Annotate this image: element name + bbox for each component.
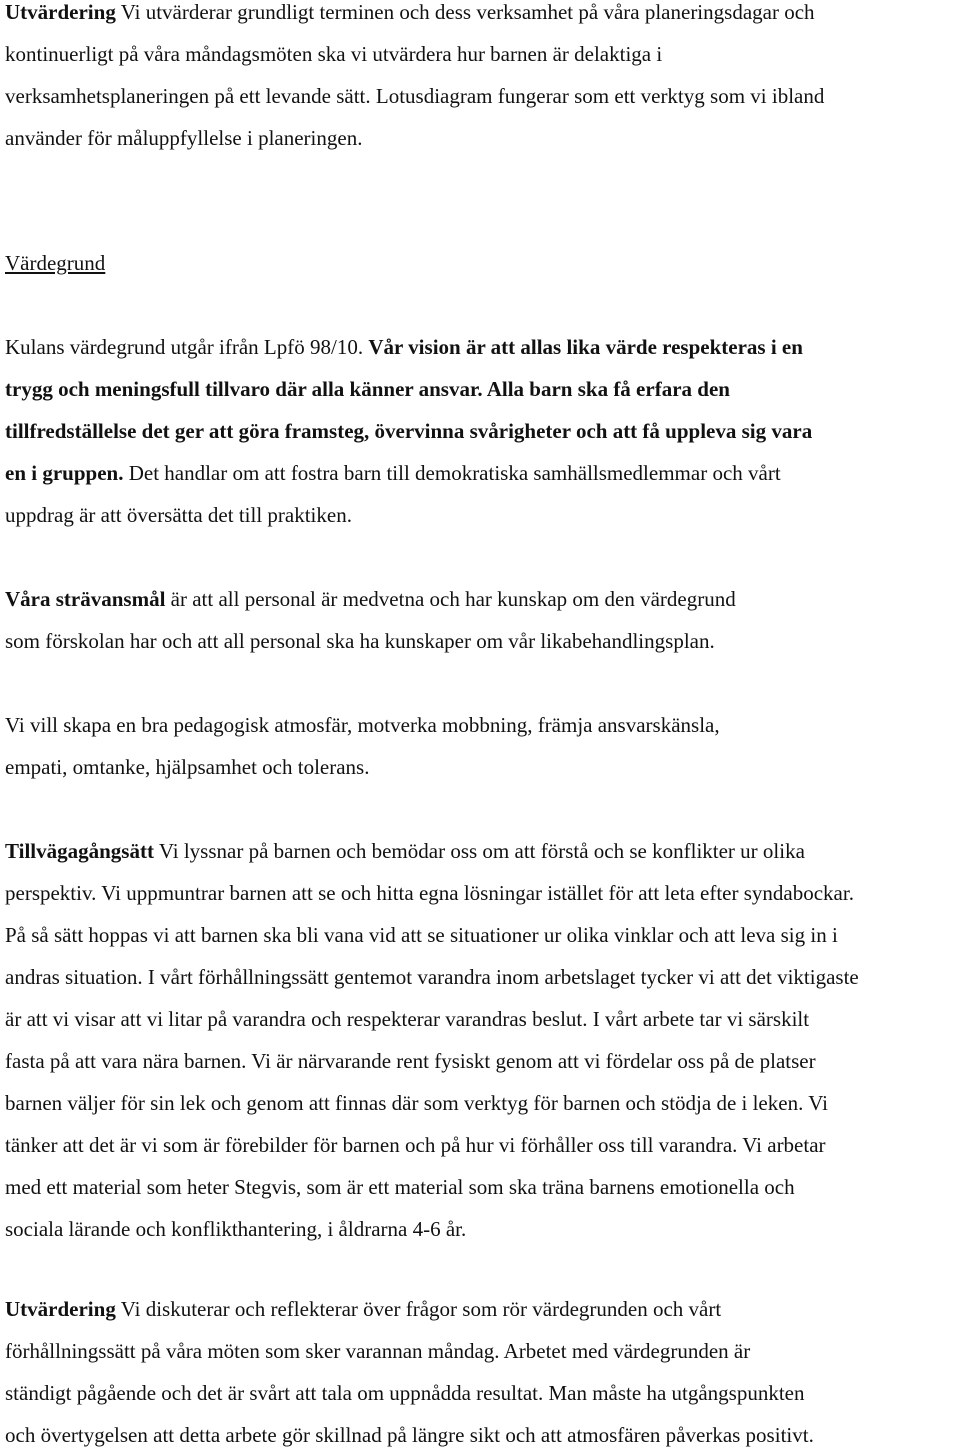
line <box>5 578 736 620</box>
text: Vi utvärderar grundligt terminen och dess verksamhet på våra planeringsdagar och <box>115 0 815 24</box>
evaluation-paragraph-2 <box>5 1288 814 1456</box>
line: perspektiv. Vi uppmuntrar barnen att se och hitta egna lösningar istället för att leta efter syndabockar. <box>5 881 854 905</box>
section-heading <box>5 242 105 284</box>
line <box>5 1288 814 1330</box>
values-paragraph <box>5 326 812 536</box>
line: tänker att det är vi som är förebilder för barnen och på hur vi förhåller oss till varandra. Vi arbetar <box>5 1133 826 1157</box>
heading-vardegrund: Värdegrund <box>5 251 106 275</box>
goals-lead: Våra strävansmål <box>5 587 166 611</box>
line: som förskolan har och att all personal ska ha kunskaper om vår likabehandlingsplan. <box>5 629 715 653</box>
line: Vi vill skapa en bra pedagogisk atmosfär, motverka mobbning, främja ansvarskänsla, <box>5 713 720 737</box>
line: med ett material som heter Stegvis, som är ett material som ska träna barnens emotionella och <box>5 1175 795 1199</box>
line: är att vi visar att vi litar på varandra och respekterar varandras beslut. I vårt arbete tar vi särskilt <box>5 1007 810 1031</box>
line: barnen väljer för sin lek och genom att finnas där som verktyg för barnen och stödja de i leken. Vi <box>5 1091 828 1115</box>
line: På så sätt hoppas vi att barnen ska bli vana vid att se situationer ur olika vinklar och att leva sig in i <box>5 923 838 947</box>
text: Kulans värdegrund utgår ifrån Lpfö 98/10. <box>5 335 369 359</box>
vision-text: en i gruppen. <box>5 461 124 485</box>
line: sociala lärande och konflikthantering, i åldrarna 4-6 år. <box>5 1217 467 1241</box>
vision-text: Vår vision är att allas lika värde respekteras i en <box>368 335 803 359</box>
evaluation-lead: Utvärdering <box>5 0 116 24</box>
line: tillfredställelse det ger att göra framsteg, övervinna svårigheter och att få uppleva sig vara <box>5 419 813 443</box>
text: Det handlar om att fostra barn till demokratiska samhällsmedlemmar och vårt <box>123 461 781 485</box>
line: kontinuerligt på våra måndagsmöten ska vi utvärdera hur barnen är delaktiga i <box>5 42 663 66</box>
line: fasta på att vara nära barnen. Vi är närvarande rent fysiskt genom att vi fördelar oss på de platser <box>5 1049 816 1073</box>
evaluation-paragraph-1 <box>5 0 824 159</box>
line: ständigt pågående och det är svårt att tala om uppnådda resultat. Man måste ha utgångspunkten <box>5 1381 805 1405</box>
line <box>5 0 824 33</box>
line: empati, omtanke, hjälpsamhet och tolerans. <box>5 755 370 779</box>
evaluation-lead: Utvärdering <box>5 1297 116 1321</box>
line: verksamhetsplaneringen på ett levande sätt. Lotusdiagram fungerar som ett verktyg som vi ibland <box>5 84 825 108</box>
text: är att all personal är medvetna och har kunskap om den värdegrund <box>165 587 736 611</box>
line <box>5 326 812 368</box>
line <box>5 830 859 872</box>
line: och övertygelsen att detta arbete gör skillnad på längre sikt och att atmosfären påverkas positivt. <box>5 1423 814 1447</box>
line: uppdrag är att översätta det till praktiken. <box>5 503 352 527</box>
approach-lead: Tillvägagångsätt <box>5 839 154 863</box>
line <box>5 452 812 494</box>
approach-paragraph <box>5 830 859 1250</box>
text: Vi diskuterar och reflekterar över frågor som rör värdegrunden och vårt <box>115 1297 722 1321</box>
line: andras situation. I vårt förhållningssätt gentemot varandra inom arbetslaget tycker vi att det viktigaste <box>5 965 859 989</box>
text: Vi lyssnar på barnen och bemödar oss om att förstå och se konflikter ur olika <box>153 839 805 863</box>
line: använder för måluppfyllelse i planeringen. <box>5 126 363 150</box>
line: förhållningssätt på våra möten som sker varannan måndag. Arbetet med värdegrunden är <box>5 1339 751 1363</box>
line: trygg och meningsfull tillvaro där alla känner ansvar. Alla barn ska få erfara den <box>5 377 730 401</box>
goals-paragraph <box>5 578 736 662</box>
atmosphere-paragraph <box>5 704 720 788</box>
